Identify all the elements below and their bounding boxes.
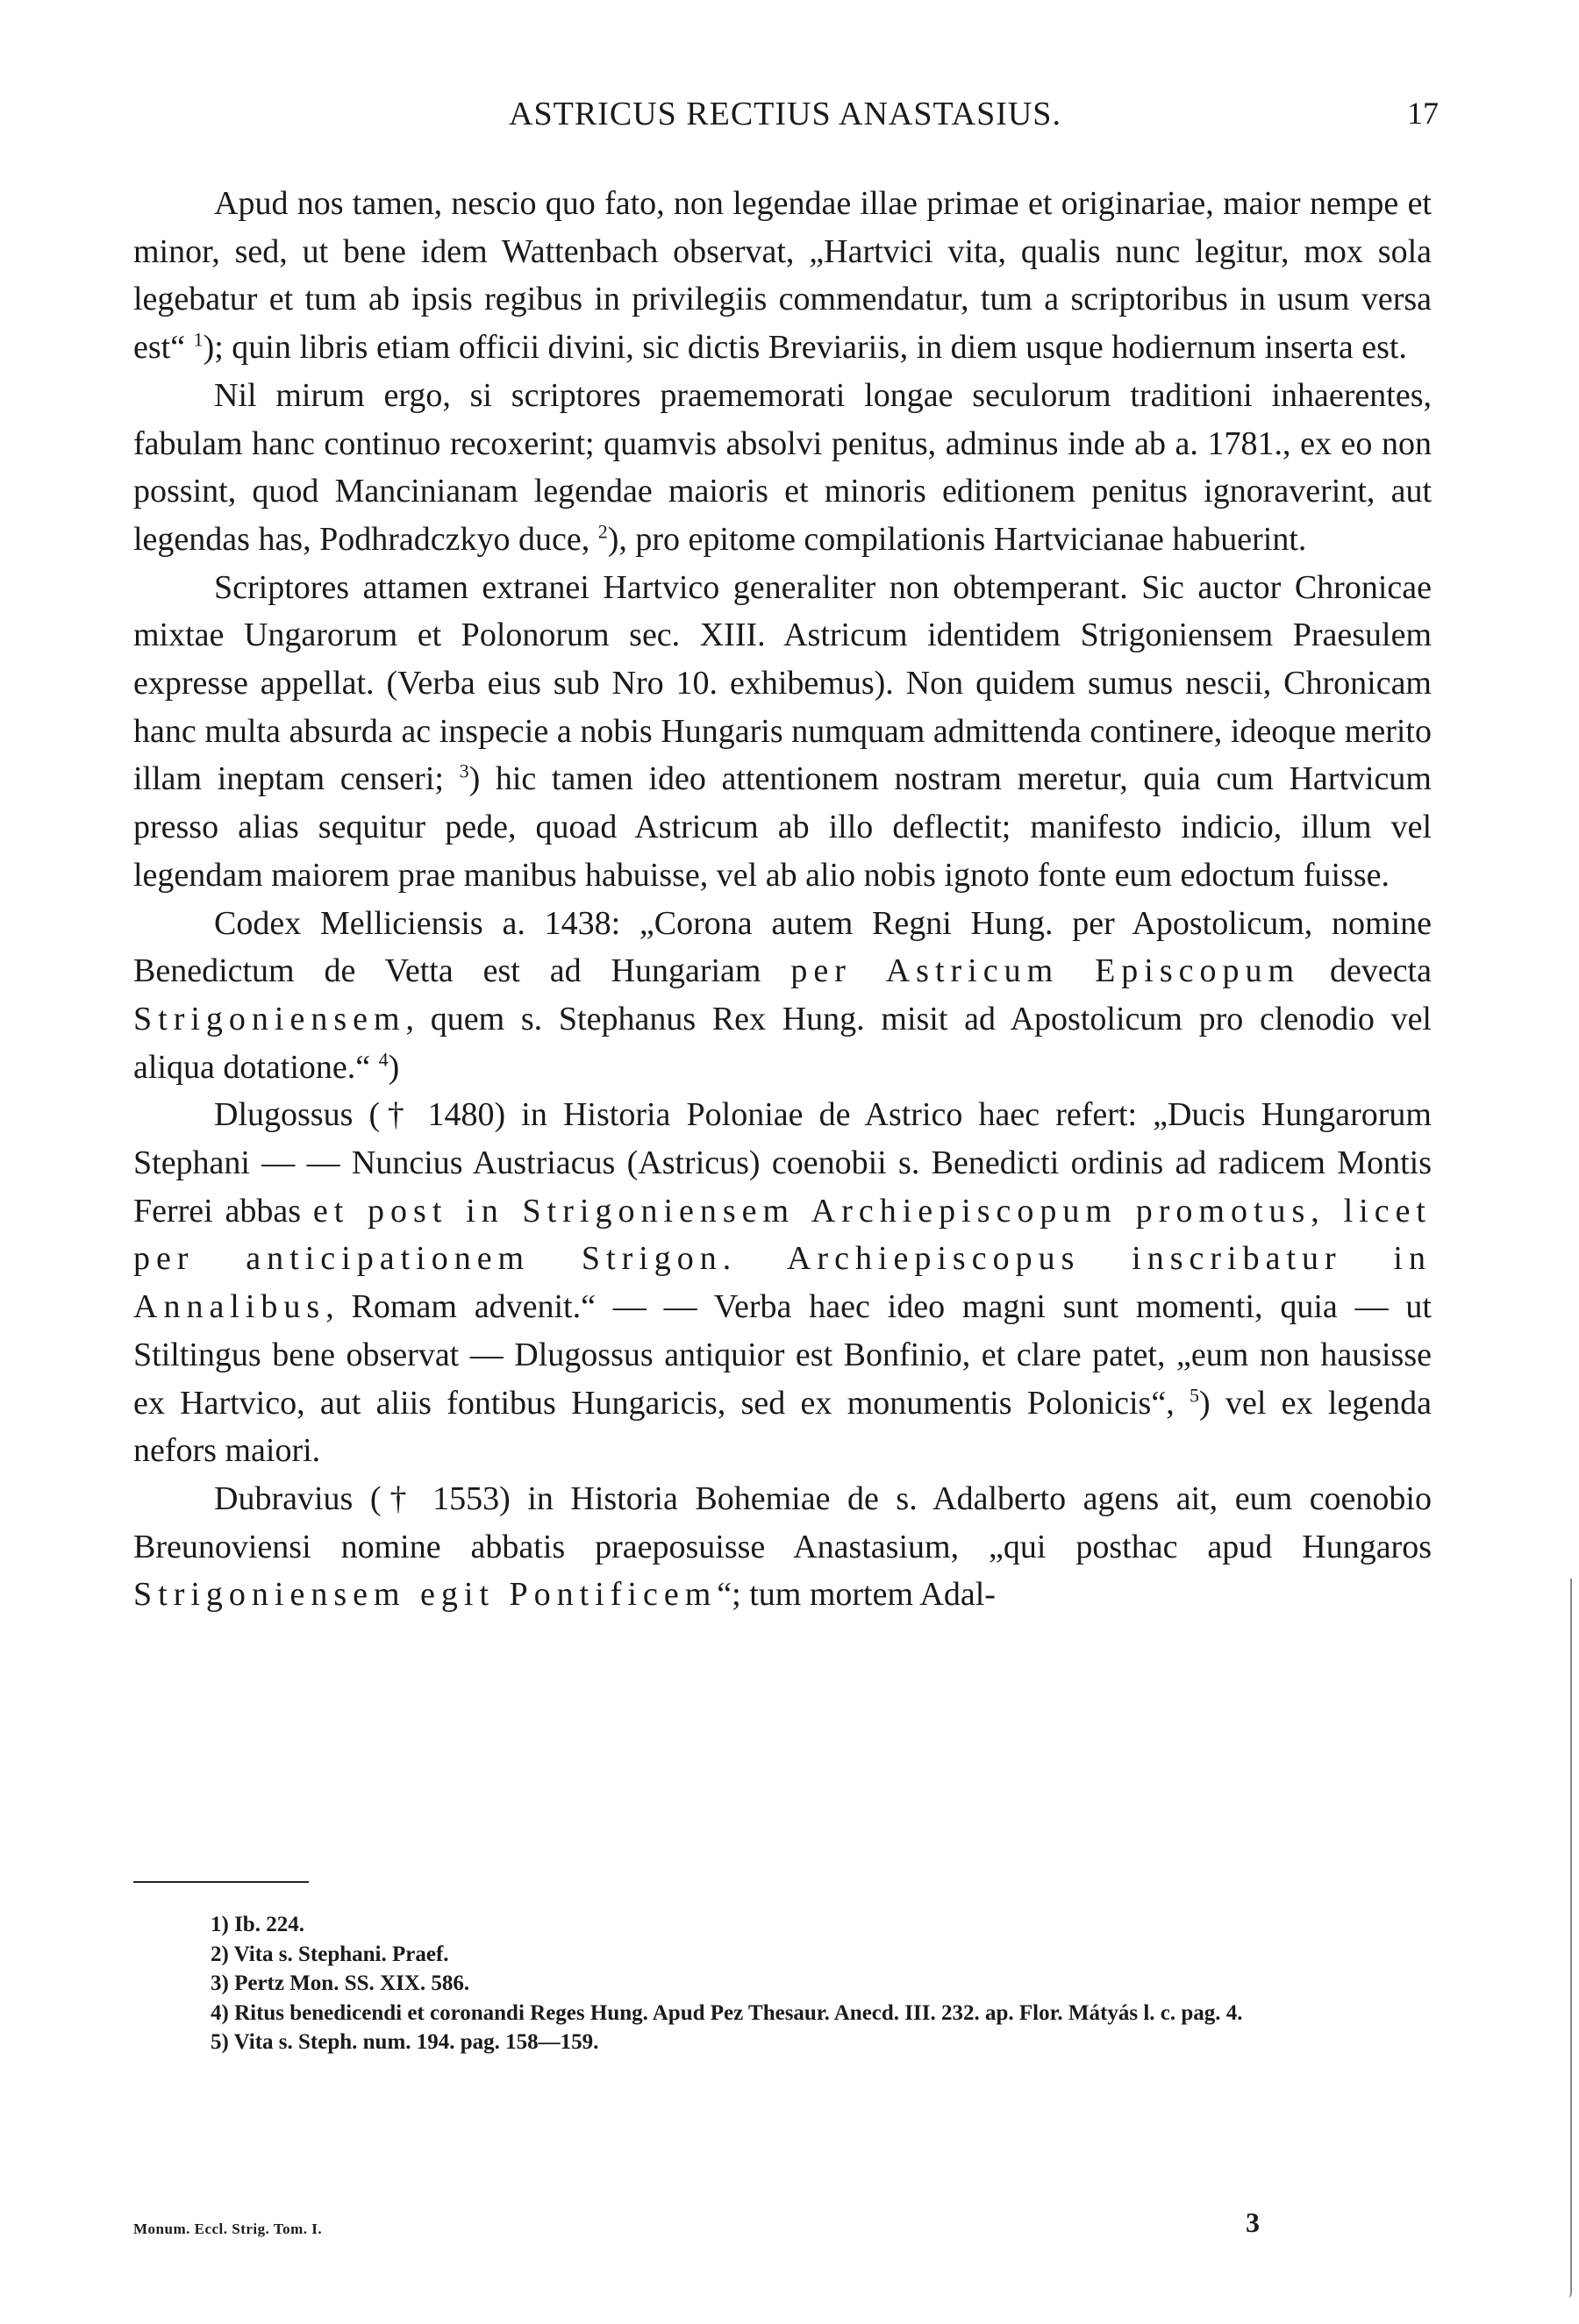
page-edge xyxy=(1568,1579,1572,2298)
text-run: Scriptores attamen extranei Hartvico generaliter non obtemperant. Sic auctor Chronicae mixtae Ungarorum et Polonorum sec. XIII. Astricum identidem Strigoniensem Praesulem expresse appellat. (Verba eius sub Nro 10. exhibemus). Non quidem sumus nescii, Chronicam hanc multa absurda ac inspecie a nobis Hungaris numquam admittenda continere, ideoque merito illam ineptam censeri; xyxy=(133,568,1432,798)
spaced-emphasis: Strigoniensem xyxy=(133,1000,406,1037)
text-run: ) xyxy=(388,1048,400,1086)
text-run: Nil mirum ergo, si scriptores praememorati longae seculorum traditioni inhaerentes, fabulam hanc continuo recoxerint; quamvis absolvi penitus, adminus inde ab a. 1781., ex eo non possint, quod Mancinianam legendae maioris et minoris editionem penitus ignoraverint, aut legendas has, Podhradczkyo duce, xyxy=(133,376,1432,558)
text-run: ), pro epitome compilationis Hartvicianae habuerint. xyxy=(607,520,1307,558)
text-run: , Romam advenit.“ — — Verba haec ideo magni sunt momenti, quia — ut Stiltingus bene observat — Dlugossus antiquior est Bonfinio, et clare patet, „eum non hausisse ex Hartvico, aut aliis fontibus Hungaricis, sed ex monumentis Polonicis“, xyxy=(133,1288,1432,1422)
paragraph-1 xyxy=(133,180,1432,372)
footnote-5: 5) Vita s. Steph. num. 194. pag. 158—159. xyxy=(211,2030,599,2054)
text-run: , quem s. Stephanus Rex Hung. misit ad Apostolicum pro clenodio vel aliqua dotatione.“ xyxy=(133,1000,1432,1086)
body-text xyxy=(133,180,1432,1619)
footnote-ref-1: 1 xyxy=(193,328,204,351)
text-run: ) hic tamen ideo attentionem nostram meretur, quia cum Hartvicum presso alias sequitur pede, quoad Astricum ab illo deflectit; manifesto indicio, illum vel legendam maiorem prae manibus habuisse, vel ab alio nobis ignoto fonte eum edoctum fuisse. xyxy=(133,760,1432,894)
running-title: ASTRICUS RECTIUS ANASTASIUS. xyxy=(509,96,1061,132)
paragraph-2 xyxy=(133,372,1432,564)
footnote-ref-3: 3 xyxy=(459,759,469,782)
spaced-emphasis: per Astricum Episcopum xyxy=(790,952,1301,990)
footnote-ref-5: 5 xyxy=(1190,1383,1200,1406)
footnote-4: 4) Ritus benedicendi et coronandi Reges Hung. Apud Pez Thesaur. Anecd. III. 232. ap. Flor. Mátyás l. c. pag. 4. xyxy=(211,2000,1243,2025)
text-run: Dubravius († 1553) in Historia Bohemiae de s. Adalberto agens ait, eum coenobio Breunoviensi nomine abbatis praeposuisse Anastasium, „qui posthac apud Hungaros xyxy=(133,1479,1432,1565)
footnote-1: 1) Ib. 224. xyxy=(211,1913,304,1936)
text-run: ) vel ex legenda nefors maiori. xyxy=(133,1384,1432,1470)
footnote-2: 2) Vita s. Stephani. Praef. xyxy=(211,1942,449,1966)
text-run: Dlugossus († 1480) in Historia Poloniae de Astrico haec refert: „Ducis Hungarorum Stephani — — Nuncius Austriacus (Astricus) coenobii s. Benedicti ordinis ad radicem Montis Ferrei abbas xyxy=(133,1096,1432,1230)
spaced-emphasis: et post in Strigoniensem Archiepiscopum promotus, licet per anticipationem Strigon. Archiepiscopus inscribatur in Annalibus xyxy=(133,1192,1432,1326)
page-number: 17 xyxy=(1407,96,1439,131)
paragraph-4 xyxy=(133,900,1432,1092)
text-run: Codex Melliciensis a. 1438: „Corona autem Regni Hung. per Apostolicum, nomine Benedictum de Vetta est ad Hungariam xyxy=(133,904,1432,990)
paragraph-3 xyxy=(133,564,1432,900)
footnote-ref-2: 2 xyxy=(597,520,608,543)
text-run: ); quin libris etiam officii divini, sic dictis Breviariis, in diem usque hodiernum inserta est. xyxy=(203,329,1407,367)
text-run: Apud nos tamen, nescio quo fato, non legendae illae primae et originariae, maior nempe et minor, sed, ut bene idem Wattenbach observat, „Hartvici vita, qualis nunc legitur, mox sola legebatur et tum ab ipsis regibus in privilegiis commendatur, tum a scriptoribus in usum versa est“ xyxy=(133,185,1432,367)
footnote-ref-4: 4 xyxy=(378,1048,389,1070)
paragraph-5 xyxy=(133,1091,1432,1475)
spaced-emphasis: Strigoniensem egit Pontificem xyxy=(133,1576,718,1614)
paragraph-6 xyxy=(133,1475,1432,1619)
footnote-3: 3) Pertz Mon. SS. XIX. 586. xyxy=(211,1971,470,1995)
text-run: “; tum mortem Adal- xyxy=(717,1576,996,1614)
footnotes xyxy=(133,1910,1432,2057)
running-head xyxy=(132,95,1439,147)
text-run: devecta xyxy=(1300,952,1432,990)
sheet-number: 3 xyxy=(1246,2206,1260,2238)
signature-mark: Monum. Eccl. Strig. Tom. I. xyxy=(133,2221,323,2237)
footnote-divider xyxy=(133,1881,309,1883)
